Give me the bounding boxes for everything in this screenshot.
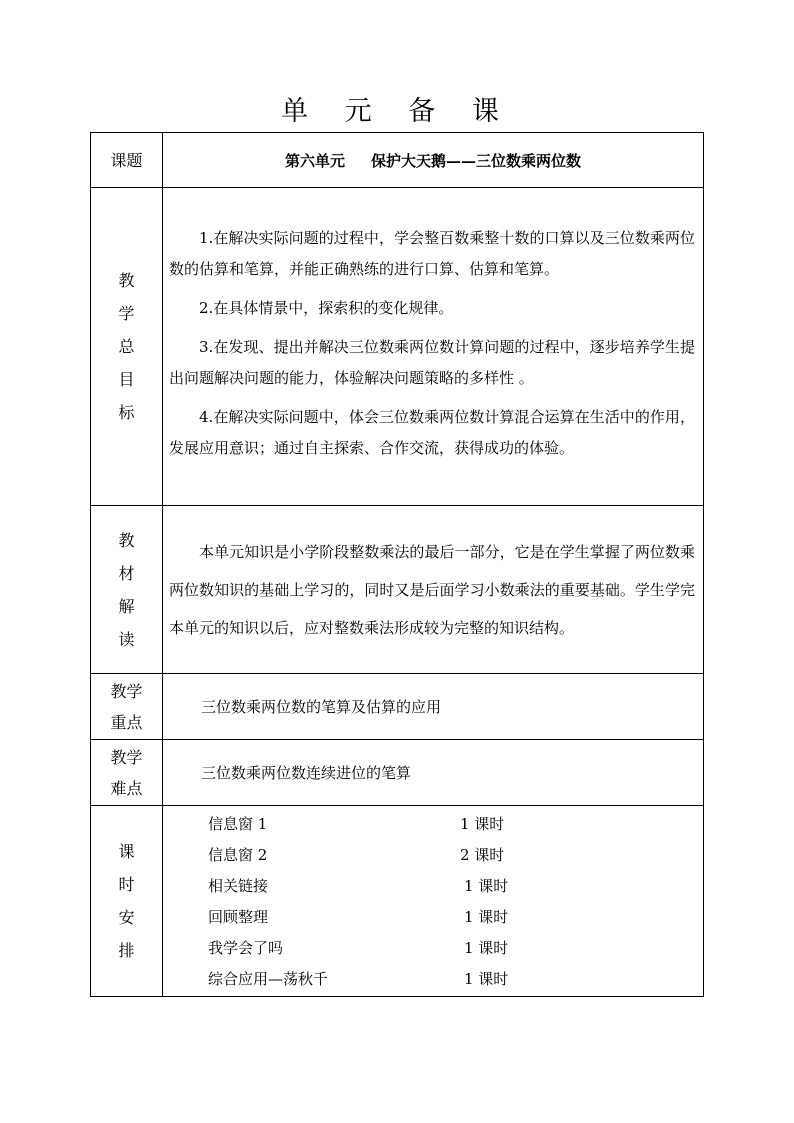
schedule-item-hours: 1 课时	[464, 877, 509, 895]
topic-label-cell	[91, 133, 163, 188]
goal-paragraph: 4.在解决实际问题中，体会三位数乘两位数计算混合运算在生活中的作用，发展应用意识；通过自主探索、合作交流，获得成功的体验。	[169, 408, 695, 457]
topic-name: 保护大天鹅——三位数乘两位数	[371, 151, 582, 170]
schedule-item-name: 信息窗 2	[208, 846, 268, 864]
focus-text: 三位数乘两位数的笔算及估算的应用	[201, 697, 442, 716]
material-row	[91, 506, 704, 674]
focus-label-line: 重点	[110, 712, 143, 732]
difficulty-text: 三位数乘两位数连续进位的笔算	[201, 763, 412, 782]
schedule-item	[208, 871, 708, 901]
goal-paragraph: 3.在发现、提出并解决三位数乘两位数计算问题的过程中，逐步培养学生提出问题解决问题的能力，体验解决问题策略的多样性 。	[169, 338, 695, 387]
schedule-item	[208, 964, 708, 994]
difficulty-label-line: 教学	[110, 747, 143, 767]
schedule-label-char: 时	[118, 875, 135, 894]
goals-label-cell	[91, 188, 163, 506]
topic-unit: 第六单元	[284, 151, 345, 170]
schedule-item	[208, 809, 708, 839]
schedule-cell	[163, 806, 704, 997]
material-cell	[163, 506, 704, 674]
schedule-label-char: 安	[118, 908, 135, 927]
schedule-label-char: 课	[118, 842, 135, 861]
topic-row	[91, 133, 704, 188]
focus-cell	[163, 674, 704, 740]
schedule-item-hours: 1 课时	[464, 908, 509, 926]
topic-cell	[163, 133, 704, 188]
schedule-item-name: 回顾整理	[208, 908, 269, 926]
goal-paragraph: 2.在具体情景中，探索积的变化规律。	[199, 299, 454, 317]
goals-cell	[163, 188, 704, 506]
schedule-item-name: 综合应用—荡秋千	[208, 970, 329, 988]
schedule-item-hours: 1 课时	[464, 939, 509, 957]
schedule-item	[208, 902, 708, 932]
material-label-cell	[91, 506, 163, 674]
schedule-row	[91, 806, 704, 997]
goals-label-char: 教	[118, 271, 135, 290]
material-label-char: 读	[118, 629, 135, 649]
schedule-item-hours: 1 课时	[464, 970, 509, 988]
schedule-item-name: 相关链接	[208, 877, 269, 895]
schedule-item-hours: 2 课时	[460, 846, 505, 864]
schedule-item-name: 我学会了吗	[208, 939, 284, 957]
material-label-char: 解	[118, 596, 135, 616]
schedule-item	[208, 840, 708, 870]
material-label-char: 教	[118, 530, 135, 550]
goals-label-char: 学	[118, 304, 135, 323]
document-title: 单 元 备 课	[281, 96, 513, 127]
difficulty-cell	[163, 740, 704, 806]
difficulty-row	[91, 740, 704, 806]
goals-label-char: 标	[118, 403, 135, 422]
goals-row	[91, 188, 704, 506]
schedule-label-char: 排	[118, 941, 135, 960]
goals-label-char: 总	[118, 337, 135, 356]
material-label-char: 材	[118, 563, 135, 583]
schedule-list	[163, 806, 703, 996]
focus-label-cell	[91, 674, 163, 740]
difficulty-label-cell	[91, 740, 163, 806]
goal-paragraph: 1.在解决实际问题的过程中，学会整百数乘整十数的口算以及三位数乘两位数的估算和笔算，并能正确熟练的进行口算、估算和笔算。	[169, 229, 695, 278]
topic-label: 课题	[110, 150, 143, 170]
goals-label-char: 目	[118, 370, 135, 389]
difficulty-label-line: 难点	[110, 778, 143, 798]
focus-row	[91, 674, 704, 740]
schedule-label-cell	[91, 806, 163, 997]
goals-list	[163, 221, 703, 464]
material-text: 本单元知识是小学阶段整数乘法的最后一部分，它是在学生掌握了两位数乘两位数知识的基础上学习的，同时又是后面学习小数乘法的重要基础。学生学完本单元的知识以后，应对整数乘法形成较为完整的知识结构。	[169, 542, 695, 637]
focus-label-line: 教学	[110, 681, 143, 701]
lesson-plan-table	[90, 132, 704, 997]
schedule-item-hours: 1 课时	[460, 815, 505, 833]
schedule-item-name: 信息窗 1	[208, 815, 268, 833]
schedule-item	[208, 933, 708, 963]
